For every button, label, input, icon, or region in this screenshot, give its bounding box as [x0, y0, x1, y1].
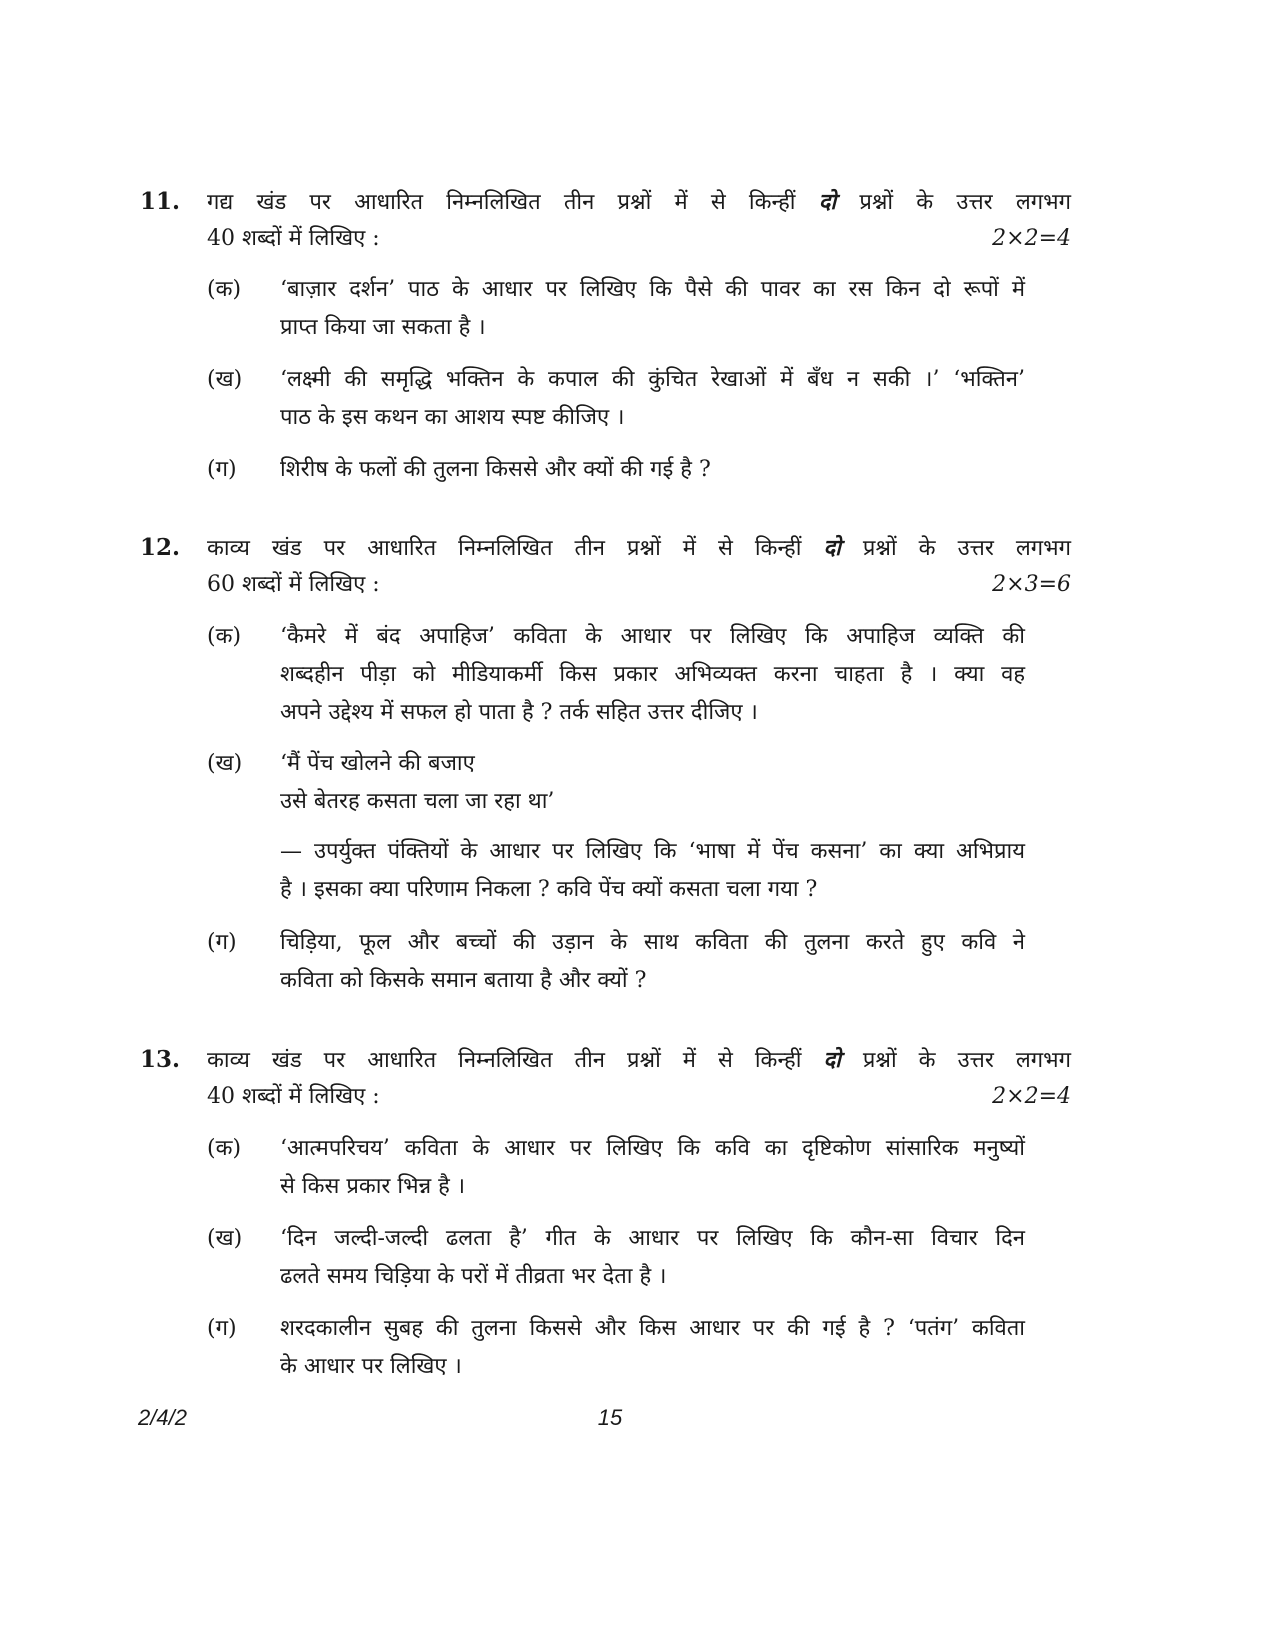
part-label: (क): [207, 624, 242, 649]
part-text: ‘बाज़ार दर्शन’ पाठ के आधार पर लिखिए कि पैसे की पावर का रस किन दो रूपों में प्राप्त किया जा सकता है ।: [280, 277, 1025, 340]
part-label: (क): [207, 277, 242, 302]
question-number: 11.: [140, 188, 181, 215]
question-number: 12.: [140, 534, 181, 561]
emphasis-word: दो: [823, 1047, 841, 1073]
question-intro: [207, 184, 1071, 257]
part-text: ‘दिन जल्दी-जल्दी ढलता है’ गीत के आधार पर लिखिए कि कौन-सा विचार दिन ढलते समय चिड़िया के परों में तीव्रता भर देता है ।: [280, 1226, 1025, 1289]
marks-label: 2×3=6: [992, 572, 1071, 597]
part-text: शिरीष के फलों की तुलना किससे और क्यों की गई है ?: [280, 457, 711, 482]
question-number: 13.: [140, 1046, 181, 1073]
paper-code: 2/4/2: [138, 1405, 187, 1430]
marks-label: 2×2=4: [992, 226, 1071, 251]
intro-line-2: 40 शब्दों में लिखिए : 2×2=4: [207, 221, 1071, 257]
part-label: (ख): [207, 367, 243, 392]
part-text: ‘कैमरे में बंद अपाहिज’ कविता के आधार पर लिखिए कि अपाहिज व्यक्ति की शब्दहीन पीड़ा को मीडियाकर्मी किस प्रकार अभिव्यक्त करना चाहता है । क्या वह अपने उद्देश्य में सफल हो पाता है ? तर्क सहित उत्तर दीजिए ।: [280, 624, 1025, 725]
part-text: शरदकालीन सुबह की तुलना किससे और किस आधार पर की गई है ? ‘पतंग’ कविता के आधार पर लिखिए ।: [280, 1316, 1025, 1379]
emphasis-word: दो: [823, 535, 841, 561]
intro-line-1: गद्य खंड पर आधारित निम्नलिखित तीन प्रश्नों में से किन्हीं दो प्रश्नों के उत्तर लगभग: [207, 189, 1072, 215]
part-label: (ख): [207, 1226, 243, 1251]
question-intro: [207, 530, 1071, 603]
emphasis-word: दो: [818, 189, 837, 215]
intro-line-1: काव्य खंड पर आधारित निम्नलिखित तीन प्रश्नों में से किन्हीं दो प्रश्नों के उत्तर लगभग: [207, 535, 1072, 561]
intro-line-1: काव्य खंड पर आधारित निम्नलिखित तीन प्रश्नों में से किन्हीं दो प्रश्नों के उत्तर लगभग: [207, 1047, 1072, 1073]
part-label: (ग): [207, 930, 237, 955]
part-text: ‘मैं पेंच खोलने की बजाए उसे बेतरह कसता चला जा रहा था’ — उपर्युक्त पंक्तियों के आधार पर लिखिए कि ‘भाषा में पेंच कसना’ का क्या अभिप्राय है । इसका क्या परिणाम निकला ? कवि पेंच क्यों कसता चला गया ?: [280, 751, 1025, 902]
part-text: चिड़िया, फूल और बच्चों की उड़ान के साथ कविता की तुलना करते हुए कवि ने कविता को किसके समान बताया है और क्यों ?: [280, 930, 1025, 993]
question-intro: [207, 1042, 1071, 1115]
intro-line-2: 40 शब्दों में लिखिए : 2×2=4: [207, 1079, 1071, 1115]
part-label: (ग): [207, 1316, 237, 1341]
part-text: ‘आत्मपरिचय’ कविता के आधार पर लिखिए कि कवि का दृष्टिकोण सांसारिक मनुष्यों से किस प्रकार भिन्न है ।: [280, 1136, 1025, 1199]
part-label: (ग): [207, 457, 237, 482]
marks-label: 2×2=4: [992, 1084, 1071, 1109]
part-text: ‘लक्ष्मी की समृद्धि भक्तिन के कपाल की कुंचित रेखाओं में बँध न सकी ।’ ‘भक्तिन’ पाठ के इस कथन का आशय स्पष्ट कीजिए ।: [280, 367, 1025, 430]
page-number: 15: [597, 1405, 623, 1430]
part-label: (क): [207, 1136, 242, 1161]
intro-line-2: 60 शब्दों में लिखिए : 2×3=6: [207, 567, 1071, 603]
part-label: (ख): [207, 751, 243, 776]
